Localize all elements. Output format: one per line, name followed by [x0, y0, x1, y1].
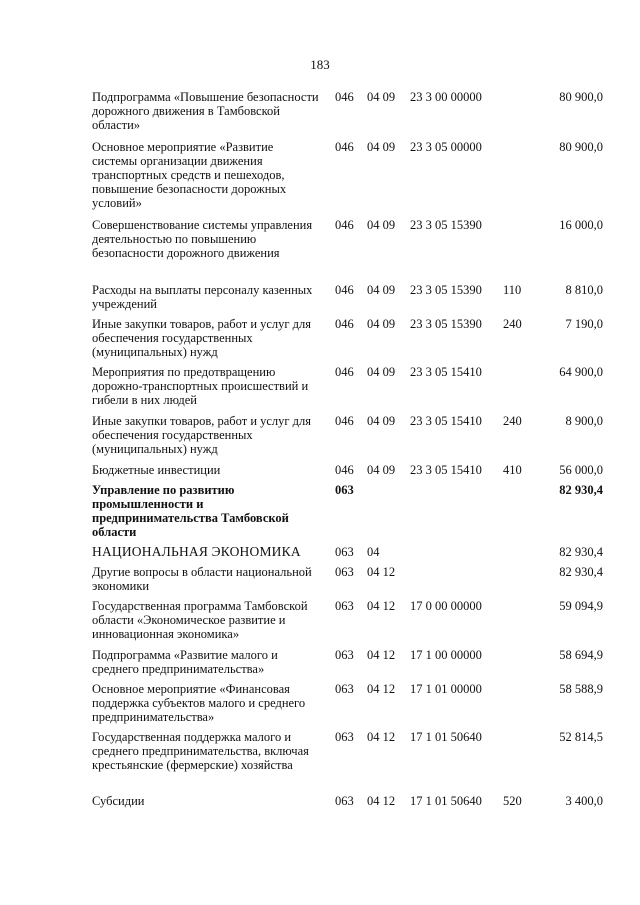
row-section: 04 12: [367, 599, 396, 613]
row-article: 23 3 05 15390: [410, 218, 482, 232]
row-amount: 58 694,9: [559, 648, 603, 662]
row-code: 063: [335, 648, 354, 662]
row-amount: 3 400,0: [565, 794, 603, 808]
row-section: 04 09: [367, 414, 396, 428]
row-name: Подпрограмма «Развитие малого и среднего предпринимательства»: [92, 648, 278, 676]
row-amount: 64 900,0: [559, 365, 603, 379]
row-code: 046: [335, 317, 354, 331]
row-code: 063: [335, 682, 354, 696]
row-amount: 80 900,0: [559, 90, 603, 104]
row-article: 17 1 01 00000: [410, 682, 482, 696]
row-exp-type: 240: [503, 317, 522, 331]
row-section: 04 12: [367, 682, 396, 696]
row-name: Совершенствование системы управления деятельностью по повышению безопасности дорожного движения: [92, 218, 313, 260]
row-code: 046: [335, 365, 354, 379]
row-section: 04 09: [367, 365, 396, 379]
row-name: Государственная программа Тамбовской области «Экономическое развитие и инновационная экономика»: [92, 599, 308, 641]
row-amount: 52 814,5: [559, 730, 603, 744]
row-name: Иные закупки товаров, работ и услуг для обеспечения государственных (муниципальных) нужд: [92, 317, 312, 359]
row-name: Подпрограмма «Повышение безопасности дорожного движения в Тамбовской области»: [92, 90, 319, 132]
row-name: Субсидии: [92, 794, 145, 808]
row-amount: 7 190,0: [565, 317, 603, 331]
row-article: 17 1 01 50640: [410, 794, 482, 808]
row-code: 046: [335, 90, 354, 104]
row-code: 063: [335, 794, 354, 808]
row-amount: 80 900,0: [559, 140, 603, 154]
row-name: Мероприятия по предотвращению дорожно-транспортных происшествий и гибели в них людей: [92, 365, 309, 407]
row-section: 04 09: [367, 317, 396, 331]
row-article: 23 3 05 15410: [410, 414, 482, 428]
row-name: Основное мероприятие «Развитие системы организации движения транспортных средств и пешеходов, повышение безопасности дорожных условий»: [92, 140, 287, 210]
row-name: Бюджетные инвестиции: [92, 463, 221, 477]
row-section: 04: [367, 545, 380, 559]
row-code: 046: [335, 140, 354, 154]
row-section: 04 09: [367, 463, 396, 477]
row-section: 04 12: [367, 730, 396, 744]
row-code: 063: [335, 565, 354, 579]
row-code: 063: [335, 730, 354, 744]
page-number: 183: [310, 57, 330, 72]
row-code: 063: [335, 545, 354, 559]
row-name: Расходы на выплаты персоналу казенных учреждений: [92, 283, 313, 311]
row-article: 17 1 00 00000: [410, 648, 482, 662]
row-section: 04 12: [367, 565, 396, 579]
row-section: 04 12: [367, 794, 396, 808]
row-exp-type: 520: [503, 794, 522, 808]
row-name: Иные закупки товаров, работ и услуг для обеспечения государственных (муниципальных) нужд: [92, 414, 312, 456]
row-code: 046: [335, 218, 354, 232]
row-article: 23 3 05 15410: [410, 365, 482, 379]
row-section: 04 09: [367, 283, 396, 297]
row-amount: 82 930,4: [559, 545, 603, 559]
row-code: 046: [335, 283, 354, 297]
row-name: Другие вопросы в области национальной экономики: [92, 565, 312, 593]
row-amount: 16 000,0: [559, 218, 603, 232]
row-amount: 58 588,9: [559, 682, 603, 696]
row-name: Основное мероприятие «Финансовая поддержка субъектов малого и среднего предпринимательства»: [92, 682, 306, 724]
row-code: 063: [335, 483, 354, 497]
row-code: 046: [335, 414, 354, 428]
row-name: Управление по развитию промышленности и предпринимательства Тамбовской области: [92, 483, 289, 539]
row-amount: 82 930,4: [559, 565, 603, 579]
row-exp-type: 240: [503, 414, 522, 428]
row-amount: 56 000,0: [559, 463, 603, 477]
row-code: 063: [335, 599, 354, 613]
row-article: 23 3 05 15390: [410, 283, 482, 297]
row-article: 23 3 05 15390: [410, 317, 482, 331]
row-article: 23 3 00 00000: [410, 90, 482, 104]
row-section: 04 09: [367, 90, 396, 104]
row-name: НАЦИОНАЛЬНАЯ ЭКОНОМИКА: [92, 544, 301, 559]
row-exp-type: 110: [503, 283, 522, 297]
row-amount: 8 810,0: [565, 283, 603, 297]
row-section: 04 12: [367, 648, 396, 662]
row-amount: 82 930,4: [559, 483, 603, 497]
row-section: 04 09: [367, 140, 396, 154]
row-code: 046: [335, 463, 354, 477]
row-exp-type: 410: [503, 463, 522, 477]
row-article: 23 3 05 15410: [410, 463, 482, 477]
row-amount: 8 900,0: [565, 414, 603, 428]
row-amount: 59 094,9: [559, 599, 603, 613]
row-article: 23 3 05 00000: [410, 140, 482, 154]
row-section: 04 09: [367, 218, 396, 232]
row-article: 17 1 01 50640: [410, 730, 482, 744]
row-name: Государственная поддержка малого и среднего предпринимательства, включая крестьянские (фермерские) хозяйства: [92, 730, 309, 772]
row-article: 17 0 00 00000: [410, 599, 482, 613]
